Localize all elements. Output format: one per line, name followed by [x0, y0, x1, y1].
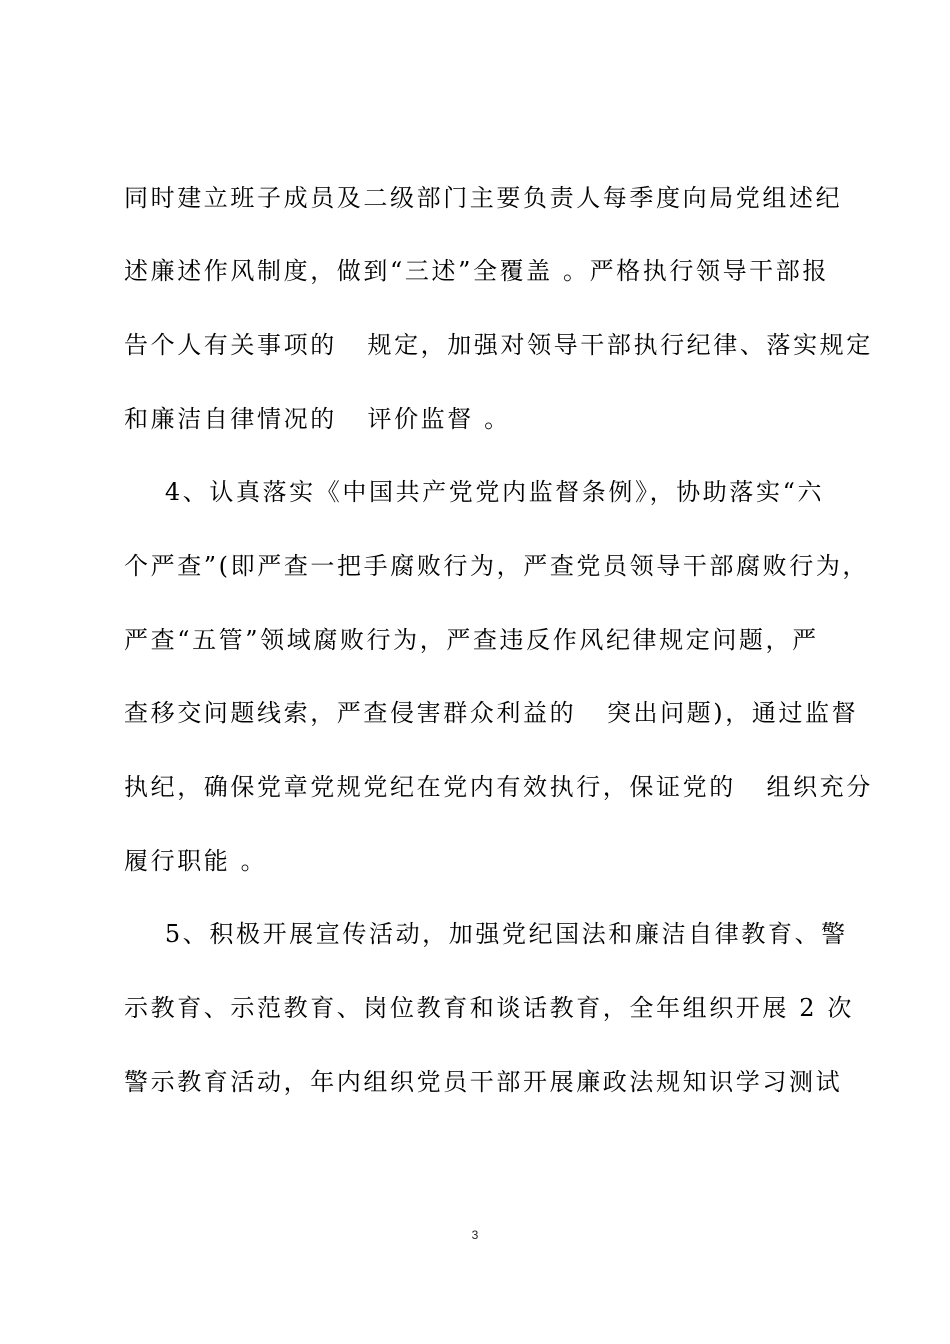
text-line: 示教育、示范教育、岗位教育和谈话教育，全年组织开展 2 次: [124, 994, 854, 1022]
text-line: 和廉洁自律情况的 评价监督 。: [124, 405, 511, 433]
text-line: 履行职能 。: [124, 847, 268, 875]
text-line: 警示教育活动，年内组织党员干部开展廉政法规知识学习测试: [124, 1068, 843, 1096]
paragraph-5-start: 5、积极开展宣传活动，加强党纪国法和廉洁自律教育、警: [124, 920, 848, 948]
text-line: 查移交问题线索，严查侵害群众利益的 突出问题)，通过监督: [124, 699, 859, 727]
text-line: 执纪，确保党章党规党纪在党内有效执行，保证党的 组织充分: [124, 773, 873, 801]
text-line: 同时建立班子成员及二级部门主要负责人每季度向局党组述纪: [124, 184, 843, 212]
text-line: 严查“五管”领域腐败行为，严查违反作风纪律规定问题，严: [124, 626, 819, 654]
paragraph-4-start: 4、认真落实《中国共产党党内监督条例》，协助落实“六: [124, 478, 825, 506]
text-line: 述廉述作风制度，做到“三述”全覆盖 。严格执行领导干部报: [124, 257, 829, 285]
text-line: 告个人有关事项的 规定，加强对领导干部执行纪律、落实规定: [124, 331, 873, 359]
page-number: 3: [471, 1228, 479, 1242]
text-line: 个严查”(即严查一把手腐败行为，严查党员领导干部腐败行为，: [124, 552, 870, 580]
